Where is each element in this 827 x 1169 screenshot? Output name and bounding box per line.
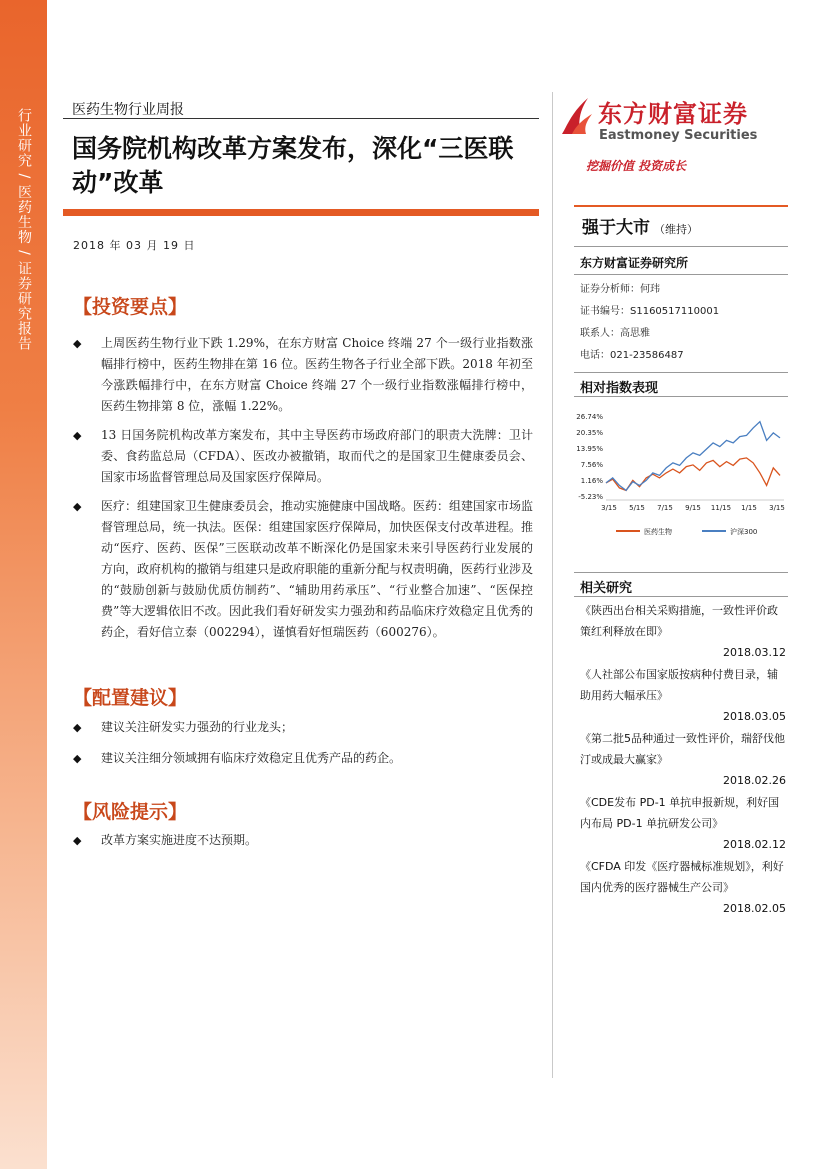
side-category-label: 行业研究 / 医药生物 / 证券研究报告	[16, 108, 32, 352]
bullet-text: 改革方案实施进度不达预期。	[101, 833, 258, 847]
relative-index-chart	[572, 404, 788, 554]
bullet-text: 建议关注细分领域拥有临床疗效稳定且优秀产品的药企。	[101, 751, 402, 765]
bullet-text: 建议关注研发实力强劲的行业龙头；	[101, 720, 294, 734]
related-date: 2018.03.12	[723, 646, 786, 659]
x-tick-label: 7/15	[657, 504, 673, 512]
brand-name-cn: 东方财富证券	[598, 100, 748, 128]
list-item	[73, 717, 533, 738]
rating-rule-bottom	[574, 246, 788, 247]
diamond-bullet-icon: ◆	[73, 721, 82, 734]
related-item[interactable]: 《陕西出台相关采购措施，一致性评价政策红利释放在即》	[580, 604, 778, 638]
institute-rule	[574, 274, 788, 275]
y-tick-label: 13.95%	[576, 445, 603, 453]
list-item	[73, 748, 533, 769]
contact: 联系人：高思雅	[580, 328, 650, 339]
bullet-text: 上周医药生物行业下跌 1.29%，在东方财富 Choice 终端 27 个一级行业指数涨幅排行榜中，医药生物排在第 16 位。医药生物各子行业全部下跌。2018 年初至今涨跌幅排行中，在东方财富 Choice 终端 27 个一级行业指数涨幅排行榜中，医药生物排第 8 位，涨幅 1.22%。	[101, 336, 533, 413]
related-date: 2018.03.05	[723, 710, 786, 723]
chart-rule-top	[574, 372, 788, 373]
section-title-config: 【配置建议】	[73, 687, 188, 709]
risk-list	[73, 830, 533, 851]
legend-label: 医药生物	[644, 528, 672, 536]
x-tick-label: 3/15	[769, 504, 785, 512]
brand-logo	[558, 92, 768, 152]
config-list	[73, 717, 533, 769]
list-item	[73, 333, 533, 417]
title-accent-bar	[63, 209, 539, 216]
series-line-0	[606, 458, 780, 491]
related-rule-top	[574, 572, 788, 573]
x-tick-label: 5/15	[629, 504, 645, 512]
rating	[582, 213, 698, 238]
cert-number: 证书编号：S1160517110001	[580, 306, 720, 317]
rating-label: 强于大市	[582, 218, 650, 238]
rating-sub: （维持）	[654, 223, 698, 236]
related-date: 2018.02.26	[723, 774, 786, 787]
x-tick-label: 1/15	[741, 504, 757, 512]
related-title: 相关研究	[580, 581, 633, 596]
diamond-bullet-icon: ◆	[73, 834, 82, 847]
legend-label: 沪深300	[730, 528, 758, 536]
page-title: 国务院机构改革方案发布，深化“三医联动”改革	[72, 134, 514, 197]
related-date: 2018.02.05	[723, 902, 786, 915]
diamond-bullet-icon: ◆	[73, 500, 82, 513]
logo-mark-icon	[558, 94, 596, 138]
rating-rule-top	[574, 205, 788, 207]
list-item	[73, 425, 533, 488]
x-tick-label: 3/15	[601, 504, 617, 512]
x-tick-label: 9/15	[685, 504, 701, 512]
related-item[interactable]: 《CFDA 印发《医疗器械标准规划》，利好国内优秀的医疗器械生产公司》	[580, 860, 784, 894]
chart-title: 相对指数表现	[580, 381, 659, 396]
report-type: 医药生物行业周报	[72, 102, 184, 118]
invest-list	[73, 333, 533, 643]
related-rule-bottom	[574, 596, 788, 597]
y-tick-label: -5.23%	[578, 493, 603, 501]
related-item[interactable]: 《人社部公布国家版按病种付费目录，辅助用药大幅承压》	[580, 668, 778, 702]
y-tick-label: 1.16%	[580, 477, 603, 485]
brand-slogan: 挖掘价值 投资成长	[586, 159, 687, 173]
analyst: 证券分析师：何玮	[580, 284, 660, 295]
header-divider	[63, 118, 539, 119]
list-item	[73, 496, 533, 643]
section-title-risk: 【风险提示】	[73, 801, 188, 823]
diamond-bullet-icon: ◆	[73, 429, 82, 442]
chart-rule-bottom	[574, 396, 788, 397]
list-item	[73, 830, 533, 851]
x-tick-label: 11/15	[710, 504, 732, 512]
section-title-invest: 【投资要点】	[73, 296, 188, 318]
column-divider	[552, 92, 553, 1078]
bullet-text: 医疗：组建国家卫生健康委员会，推动实施健康中国战略。医药：组建国家市场监督管理总局，统一执法。医保：组建国家医疗保障局，加快医保支付改革进程。推动“医疗、医药、医保”三医联动改革不断深化仍是国家未来引导医药行业发展的方向，政府机构的撤销与组建只是政府职能的重新分配与权责明确，医药行业涉及的“鼓励创新与鼓励优质仿制药”、“辅助用药承压”、“行业整合加速”、“医保控费”等大逻辑依旧不改。因此我们看好研发实力强劲和药品临床疗效稳定且优秀的药企，看好信立泰（002294），谨慎看好恒瑞医药（600276）。	[101, 499, 534, 639]
related-item[interactable]: 《第二批5品种通过一致性评价，瑞舒伐他汀或成最大赢家》	[580, 732, 785, 766]
brand-name-en: Eastmoney Securities	[599, 128, 758, 143]
bullet-text: 13 日国务院机构改革方案发布，其中主导医药市场政府部门的职责大洗牌：卫计委、食药监总局（CFDA）、医改办被撤销，取而代之的是国家卫生健康委员会、国家市场监督管理总局及国家医疗保障局。	[101, 428, 533, 484]
related-date: 2018.02.12	[723, 838, 786, 851]
y-tick-label: 7.56%	[580, 461, 603, 469]
related-list	[580, 600, 786, 920]
series-line-1	[606, 422, 780, 491]
phone: 电话：021-23586487	[580, 350, 684, 361]
y-tick-label: 26.74%	[576, 413, 603, 421]
diamond-bullet-icon: ◆	[73, 752, 82, 765]
report-date: 2018 年 03 月 19 日	[73, 239, 196, 252]
diamond-bullet-icon: ◆	[73, 337, 82, 350]
institute-name: 东方财富证券研究所	[580, 256, 689, 270]
y-tick-label: 20.35%	[576, 429, 603, 437]
related-item[interactable]: 《CDE发布 PD-1 单抗申报新规，利好国内布局 PD-1 单抗研发公司》	[580, 796, 780, 830]
